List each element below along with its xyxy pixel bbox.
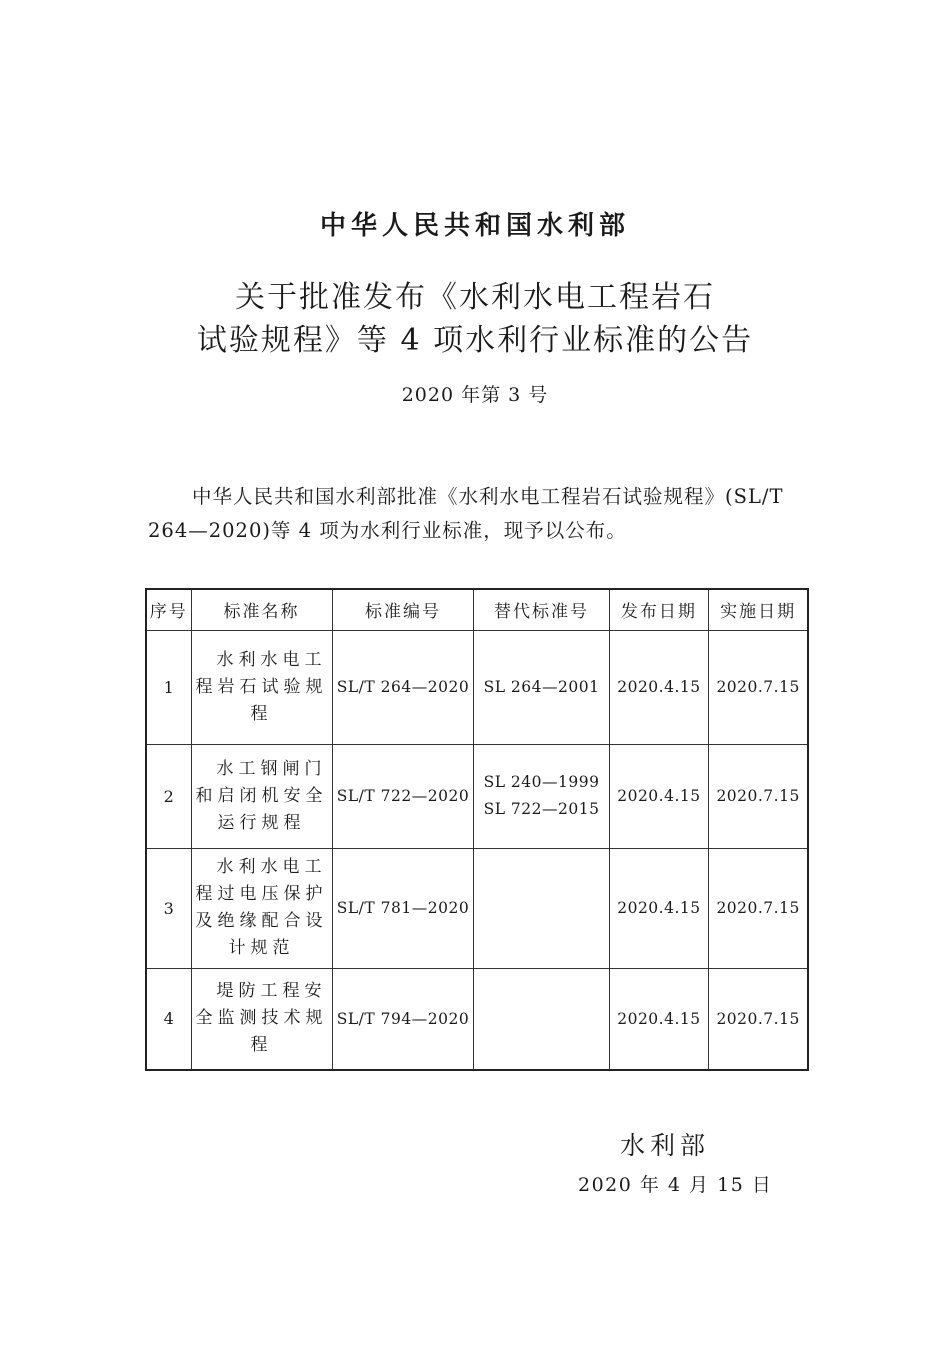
row-publish-date: 2020.4.15 <box>609 744 709 848</box>
title-line-2: 试验规程》等 4 项水利行业标准的公告 <box>196 323 754 358</box>
signature-ministry: 水利部 <box>620 1131 711 1160</box>
row-publish-date: 2020.4.15 <box>609 848 709 968</box>
header-name: 标准名称 <box>191 589 332 630</box>
row-replaces <box>474 968 609 1070</box>
row-replaces <box>474 744 609 848</box>
row-implement-date: 2020.7.15 <box>709 848 808 968</box>
header-code: 标准编号 <box>332 589 474 630</box>
header-replaces: 替代标准号 <box>474 589 609 630</box>
table-row <box>146 630 808 744</box>
row-seq: 1 <box>146 630 191 744</box>
replace-item: SL 722—2015 <box>483 800 600 818</box>
row-implement-date: 2020.7.15 <box>709 630 808 744</box>
row-name <box>191 744 332 848</box>
header-seq: 序号 <box>146 589 191 630</box>
row-name-text: 堤防工程安全监测技术规程 <box>195 981 328 1056</box>
row-name-text: 水利水电工程过电压保护及绝缘配合设计规范 <box>195 857 328 958</box>
row-code: SL/T 794—2020 <box>332 968 474 1070</box>
issuer-heading: 中华人民共和国水利部 <box>319 211 630 241</box>
table-row <box>146 848 808 968</box>
row-replaces <box>474 630 609 744</box>
row-code: SL/T 781—2020 <box>332 848 474 968</box>
header-publish-date: 发布日期 <box>609 589 709 630</box>
row-name <box>191 630 332 744</box>
row-implement-date: 2020.7.15 <box>709 968 808 1070</box>
row-name-text: 水工钢闸门和启闭机安全运行规程 <box>195 758 328 833</box>
row-publish-date: 2020.4.15 <box>609 968 709 1070</box>
title-line-1: 关于批准发布《水利水电工程岩石 <box>235 280 715 315</box>
row-replaces <box>474 848 609 968</box>
row-publish-date: 2020.4.15 <box>609 630 709 744</box>
row-name-text: 水利水电工程岩石试验规程 <box>195 649 328 724</box>
document-number: 2020 年第 3 号 <box>401 384 549 406</box>
replace-item: SL 264—2001 <box>483 677 600 696</box>
signature-date: 2020 年 4 月 15 日 <box>578 1174 773 1196</box>
row-name <box>191 968 332 1070</box>
row-name <box>191 848 332 968</box>
replace-item: SL 240—1999 <box>483 773 600 791</box>
row-seq: 2 <box>146 744 191 848</box>
row-code: SL/T 722—2020 <box>332 744 474 848</box>
row-implement-date: 2020.7.15 <box>709 744 808 848</box>
table-header-row <box>146 589 808 630</box>
row-seq: 3 <box>146 848 191 968</box>
announcement-body: 中华人民共和国水利部批准《水利水电工程岩石试验规程》(SL/T 264—2020)等 4 项为水利行业标准，现予以公布。 <box>148 485 784 542</box>
row-seq: 4 <box>146 968 191 1070</box>
table-row <box>146 744 808 848</box>
table-row <box>146 968 808 1070</box>
standards-table <box>145 588 809 1071</box>
header-implement-date: 实施日期 <box>709 589 808 630</box>
row-code: SL/T 264—2020 <box>332 630 474 744</box>
